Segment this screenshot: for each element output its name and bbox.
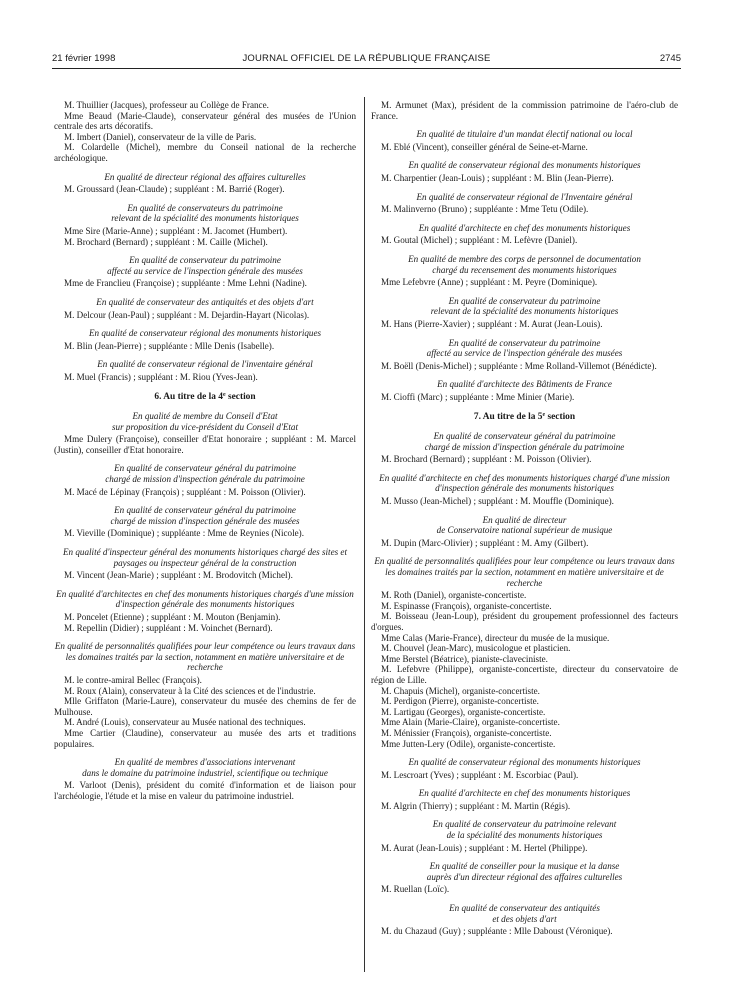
entry-block — [371, 100, 678, 121]
member-list — [54, 184, 356, 195]
qualification-title: En qualité de conservateur général du patrimoine chargé de mission d'inspection générale du patrimoine — [424, 431, 625, 452]
member-list — [54, 487, 356, 498]
journal-title: JOURNAL OFFICIEL DE LA RÉPUBLIQUE FRANÇAISE — [242, 53, 491, 64]
entry-block — [371, 192, 678, 215]
member-list — [54, 612, 356, 633]
member-entry: Mme de Franclieu (Françoise) ; suppléante : Mme Lehni (Nadine). — [64, 278, 307, 289]
member-entry: M. Delcour (Jean-Paul) ; suppléant : M. Dejardin-Hayart (Nicolas). — [64, 309, 310, 320]
qualification-title: En qualité de conservateur du patrimoine affecté au service de l'inspection générale des musées — [107, 255, 303, 276]
member-entry: M. Thuillier (Jacques), professeur au Collège de France. — [64, 100, 269, 110]
member-entry: M. Vincent (Jean-Marie) ; suppléant : M. Brodovitch (Michel). — [64, 570, 293, 581]
member-entry: M. Goutal (Michel) ; suppléant : M. Lefèvre (Daniel). — [381, 235, 578, 246]
member-list — [371, 496, 678, 507]
left-column — [54, 98, 356, 801]
member-entry: Mme Berstel (Béatrice), pianiste-claveciniste. — [381, 653, 548, 664]
member-entry: Mme Cartier (Claudine), conservateur au musée des arts et traditions populaires. — [54, 727, 356, 749]
member-list — [371, 277, 678, 288]
member-entry: M. Roth (Daniel), organiste-concertiste. — [381, 590, 527, 601]
member-list — [371, 884, 678, 895]
qualification-title: En qualité d'architecte en chef des monuments historiques — [418, 222, 631, 233]
member-entry: M. Chapuis (Michel), organiste-concertiste. — [381, 685, 540, 696]
member-entry: M. Boisseau (Jean-Loup), président du groupement professionnel des facteurs d'orgues. — [371, 611, 678, 632]
entry-block — [371, 129, 678, 152]
section-heading: 7. Au titre de la 5e section — [473, 412, 576, 423]
entry-block — [371, 757, 678, 780]
entry-block — [371, 556, 678, 749]
member-entry: M. Lartigau (Georges), organiste-concertiste. — [381, 706, 546, 717]
member-list — [371, 100, 678, 121]
member-list — [54, 675, 356, 749]
entry-block — [54, 547, 356, 581]
member-entry: M. Vieville (Dominique) ; suppléante : Mme de Reynies (Nicole). — [64, 528, 304, 539]
member-entry: M. Cioffi (Marc) ; suppléante : Mme Minier (Marie). — [381, 391, 575, 402]
member-entry: M. Lescroart (Yves) ; suppléant : M. Escorbiac (Paul). — [381, 769, 579, 780]
entry-block — [371, 338, 678, 372]
member-list — [371, 843, 678, 854]
entry-block — [371, 431, 678, 465]
member-entry: M. Perdigon (Pierre), organiste-concertiste. — [381, 696, 539, 707]
qualification-title: En qualité d'architecte en chef des monuments historiques chargé d'une mission d'inspection générale des monuments historiques — [379, 472, 670, 494]
member-entry: Mme Sire (Marie-Anne) ; suppléant : M. Jacomet (Humbert). — [64, 225, 288, 236]
entry-block — [371, 160, 678, 183]
qualification-title: En qualité de conservateur régional de l'Inventaire général — [416, 191, 633, 202]
member-entry: M. Blin (Jean-Pierre) ; suppléante : Mlle Denis (Isabelle). — [64, 340, 275, 351]
entry-block — [54, 297, 356, 320]
member-list — [54, 434, 356, 455]
entry-block — [371, 379, 678, 402]
qualification-title: En qualité de personnalités qualifiées pour leur compétence ou leurs travaux dans les domaines traités par la section, notamment en matière universitaire et de recherche — [54, 641, 356, 673]
qualification-title: En qualité d'inspecteur général des monuments historiques chargé des sites et paysages ou inspecteur général de la construction — [63, 547, 347, 568]
member-entry: M. Aurat (Jean-Louis) ; suppléant : M. Hertel (Philippe). — [381, 842, 588, 853]
member-entry: M. le contre-amiral Bellec (François). — [64, 674, 202, 685]
member-entry: M. Armunet (Max), président de la commission patrimoine de l'aéro-club de France. — [371, 100, 678, 121]
qualification-title: En qualité de membre du Conseil d'Etat sur proposition du vice-président du Conseil d'Etat — [112, 411, 298, 432]
member-list — [54, 528, 356, 539]
member-entry: M. Algrin (Thierry) ; suppléant : M. Martin (Régis). — [381, 800, 571, 811]
column-divider — [364, 97, 365, 972]
member-entry: M. André (Louis), conservateur au Musée national des techniques. — [64, 717, 306, 728]
member-list — [54, 100, 356, 164]
entry-block — [54, 359, 356, 382]
entry-block — [54, 757, 356, 801]
member-list — [371, 361, 678, 372]
heading-superscript: e — [542, 412, 546, 419]
member-entry: M. Colardelle (Michel), membre du Conseil national de la recherche archéologique. — [54, 142, 356, 163]
qualification-title: En qualité de conservateur des antiquités et des objets d'art — [96, 296, 314, 307]
entry-block — [371, 788, 678, 811]
member-list — [54, 310, 356, 321]
qualification-title: En qualité de conservateur du patrimoine relevant de la spécialité des monuments historiques — [432, 819, 617, 841]
member-entry: Mme Dulery (Françoise), conseiller d'Etat honoraire ; suppléant : M. Marcel (Justin), conseiller d'Etat honoraire. — [54, 434, 356, 455]
member-entry: M. Espinasse (François), organiste-concertiste. — [381, 600, 552, 611]
entry-block — [54, 203, 356, 247]
qualification-title: En qualité de conservateur régional des monuments historiques — [408, 757, 641, 768]
qualification-title: En qualité de conservateur régional de l'inventaire général — [97, 359, 313, 370]
member-entry: M. Repellin (Didier) ; suppléant : M. Voinchet (Bernard). — [64, 622, 273, 633]
qualification-title: En qualité de conservateur du patrimoine relevant de la spécialité des monuments historiques — [430, 295, 619, 317]
member-entry: M. Muel (Francis) ; suppléant : M. Riou (Yves-Jean). — [64, 371, 258, 382]
member-entry: M. Charpentier (Jean-Louis) ; suppléant : M. Blin (Jean-Pierre). — [381, 172, 614, 183]
member-list — [54, 570, 356, 581]
member-list — [371, 926, 678, 937]
member-entry: Mme Alain (Marie-Claire), organiste-concertiste. — [381, 717, 560, 728]
qualification-title: En qualité de conservateur des antiquités et des objets d'art — [449, 903, 600, 924]
member-list — [54, 780, 356, 801]
member-entry: M. Malinverno (Bruno) ; suppléante : Mme Tetu (Odile). — [381, 204, 589, 215]
qualification-title: En qualité de personnalités qualifiées pour leur compétence ou leurs travaux dans les domaines traités par la section, notamment en matière universitaire et de recherche — [374, 556, 675, 588]
header-date: 21 février 1998 — [52, 53, 116, 64]
member-entry: Mme Lefebvre (Anne) ; suppléant : M. Peyre (Dominique). — [381, 277, 598, 288]
entry-block — [371, 903, 678, 937]
entry-block — [54, 641, 356, 749]
entry-block — [54, 463, 356, 497]
member-entry: M. Roux (Alain), conservateur à la Cité des sciences et de l'industrie. — [64, 685, 316, 696]
member-list — [371, 319, 678, 330]
member-entry: M. Chouvel (Jean-Marc), musicologue et plasticien. — [381, 643, 571, 654]
section-heading: 6. Au titre de la 4e section — [154, 392, 256, 403]
member-entry: M. Groussard (Jean-Claude) ; suppléant : M. Barrié (Roger). — [64, 184, 285, 195]
entry-block — [371, 515, 678, 549]
entry-block — [371, 819, 678, 853]
member-entry: Mlle Griffaton (Marie-Laure), conservateur du musée des chemins de fer de Mulhouse. — [54, 696, 356, 717]
entry-block — [54, 100, 356, 164]
qualification-title: En qualité d'architectes en chef des monuments historiques chargés d'une mission d'inspection générale des monuments historiques — [56, 588, 354, 610]
entry-block — [54, 255, 356, 289]
right-column — [371, 98, 678, 937]
member-list — [371, 770, 678, 781]
member-list — [371, 454, 678, 465]
qualification-title: En qualité de conservateur du patrimoine affecté au service de l'inspection générale des musées — [426, 337, 623, 359]
member-entry: M. Hans (Pierre-Xavier) ; suppléant : M. Aurat (Jean-Louis). — [381, 318, 603, 329]
qualification-title: En qualité de titulaire d'un mandat électif national ou local — [416, 129, 633, 140]
header-rule — [52, 68, 681, 69]
entry-block — [54, 172, 356, 195]
entry-block — [371, 254, 678, 288]
member-list — [371, 538, 678, 549]
member-entry: Mme Beaud (Marie-Claude), conservateur général des musées de l'Union centrale des arts décoratifs. — [54, 110, 356, 132]
member-entry: M. Brochard (Bernard) ; suppléant : M. Caille (Michel). — [64, 236, 268, 247]
qualification-title: En qualité de directeur régional des affaires culturelles — [104, 171, 306, 182]
member-entry: Mme Calas (Marie-France), directeur du musée de la musique. — [381, 632, 610, 643]
member-list — [371, 801, 678, 812]
entry-block — [54, 328, 356, 351]
member-entry: M. du Chazaud (Guy) ; suppléante : Mlle Daboust (Véronique). — [381, 926, 613, 937]
member-entry: M. Boëll (Denis-Michel) ; suppléante : Mme Rolland-Villemot (Bénédicte). — [381, 360, 657, 371]
page-number: 2745 — [659, 53, 681, 64]
member-entry: M. Varloot (Denis), président du comité d'information et de liaison pour l'archéologie, l'étude et la mise en valeur du patrimoine industriel. — [54, 780, 356, 801]
qualification-title: En qualité de membres d'associations intervenant dans le domaine du patrimoine industriel, scientifique ou technique — [82, 757, 328, 778]
heading-superscript: e — [222, 392, 226, 399]
member-list — [371, 235, 678, 246]
member-list — [54, 341, 356, 352]
entry-block — [371, 473, 678, 507]
qualification-title: En qualité de conservateur général du patrimoine chargé de mission d'inspection générale des musées — [110, 505, 300, 526]
member-entry: M. Dupin (Marc-Olivier) ; suppléant : M. Amy (Gilbert). — [381, 537, 589, 548]
member-entry: M. Lefebvre (Philippe), organiste-concertiste, directeur du conservatoire de région de Lille. — [371, 664, 678, 685]
member-entry: M. Poncelet (Etienne) ; suppléant : M. Mouton (Benjamin). — [64, 611, 281, 622]
entry-block — [54, 505, 356, 539]
entry-block — [54, 589, 356, 633]
member-entry: M. Eblé (Vincent), conseiller général de Seine-et-Marne. — [381, 141, 588, 152]
member-list — [54, 278, 356, 289]
page-header — [52, 53, 681, 69]
qualification-title: En qualité d'architecte des Bâtiments de France — [437, 379, 612, 390]
entry-block — [54, 411, 356, 455]
member-list — [371, 173, 678, 184]
qualification-title: En qualité de conservateur général du patrimoine chargé de mission d'inspection générale du patrimoine — [105, 463, 305, 485]
qualification-title: En qualité de directeur de Conservatoire national supérieur de musique — [436, 514, 613, 536]
qualification-title: En qualité d'architecte en chef des monuments historiques — [418, 788, 631, 799]
qualification-title: En qualité de conseiller pour la musique et la danse auprès d'un directeur régional des affaires culturelles — [426, 861, 623, 882]
member-entry: M. Ménissier (François), organiste-concertiste. — [381, 727, 552, 738]
entry-block — [371, 296, 678, 330]
member-list — [371, 392, 678, 403]
member-list — [371, 204, 678, 215]
member-list — [54, 372, 356, 383]
qualification-title: En qualité de membre des corps de personnel de documentation chargé du recensement des monuments historiques — [408, 253, 641, 275]
member-entry: M. Imbert (Daniel), conservateur de la ville de Paris. — [64, 131, 257, 142]
qualification-title: En qualité de conservateur régional des monuments historiques — [88, 328, 322, 339]
entry-block — [371, 223, 678, 246]
member-entry: M. Ruellan (Loïc). — [381, 884, 450, 895]
member-entry: Mme Jutten-Lery (Odile), organiste-concertiste. — [381, 738, 556, 749]
member-list — [54, 226, 356, 247]
member-list — [371, 590, 678, 749]
qualification-title: En qualité de conservateurs du patrimoine relevant de la spécialité des monuments historiques — [111, 202, 299, 224]
member-entry: M. Macé de Lépinay (François) ; suppléant : M. Poisson (Olivier). — [64, 486, 306, 497]
entry-block — [371, 861, 678, 895]
member-entry: M. Brochard (Bernard) ; suppléant : M. Poisson (Olivier). — [381, 454, 592, 465]
member-entry: M. Musso (Jean-Michel) ; suppléant : M. Mouffle (Dominique). — [381, 496, 614, 507]
member-list — [371, 142, 678, 153]
qualification-title: En qualité de conservateur régional des monuments historiques — [408, 160, 641, 171]
